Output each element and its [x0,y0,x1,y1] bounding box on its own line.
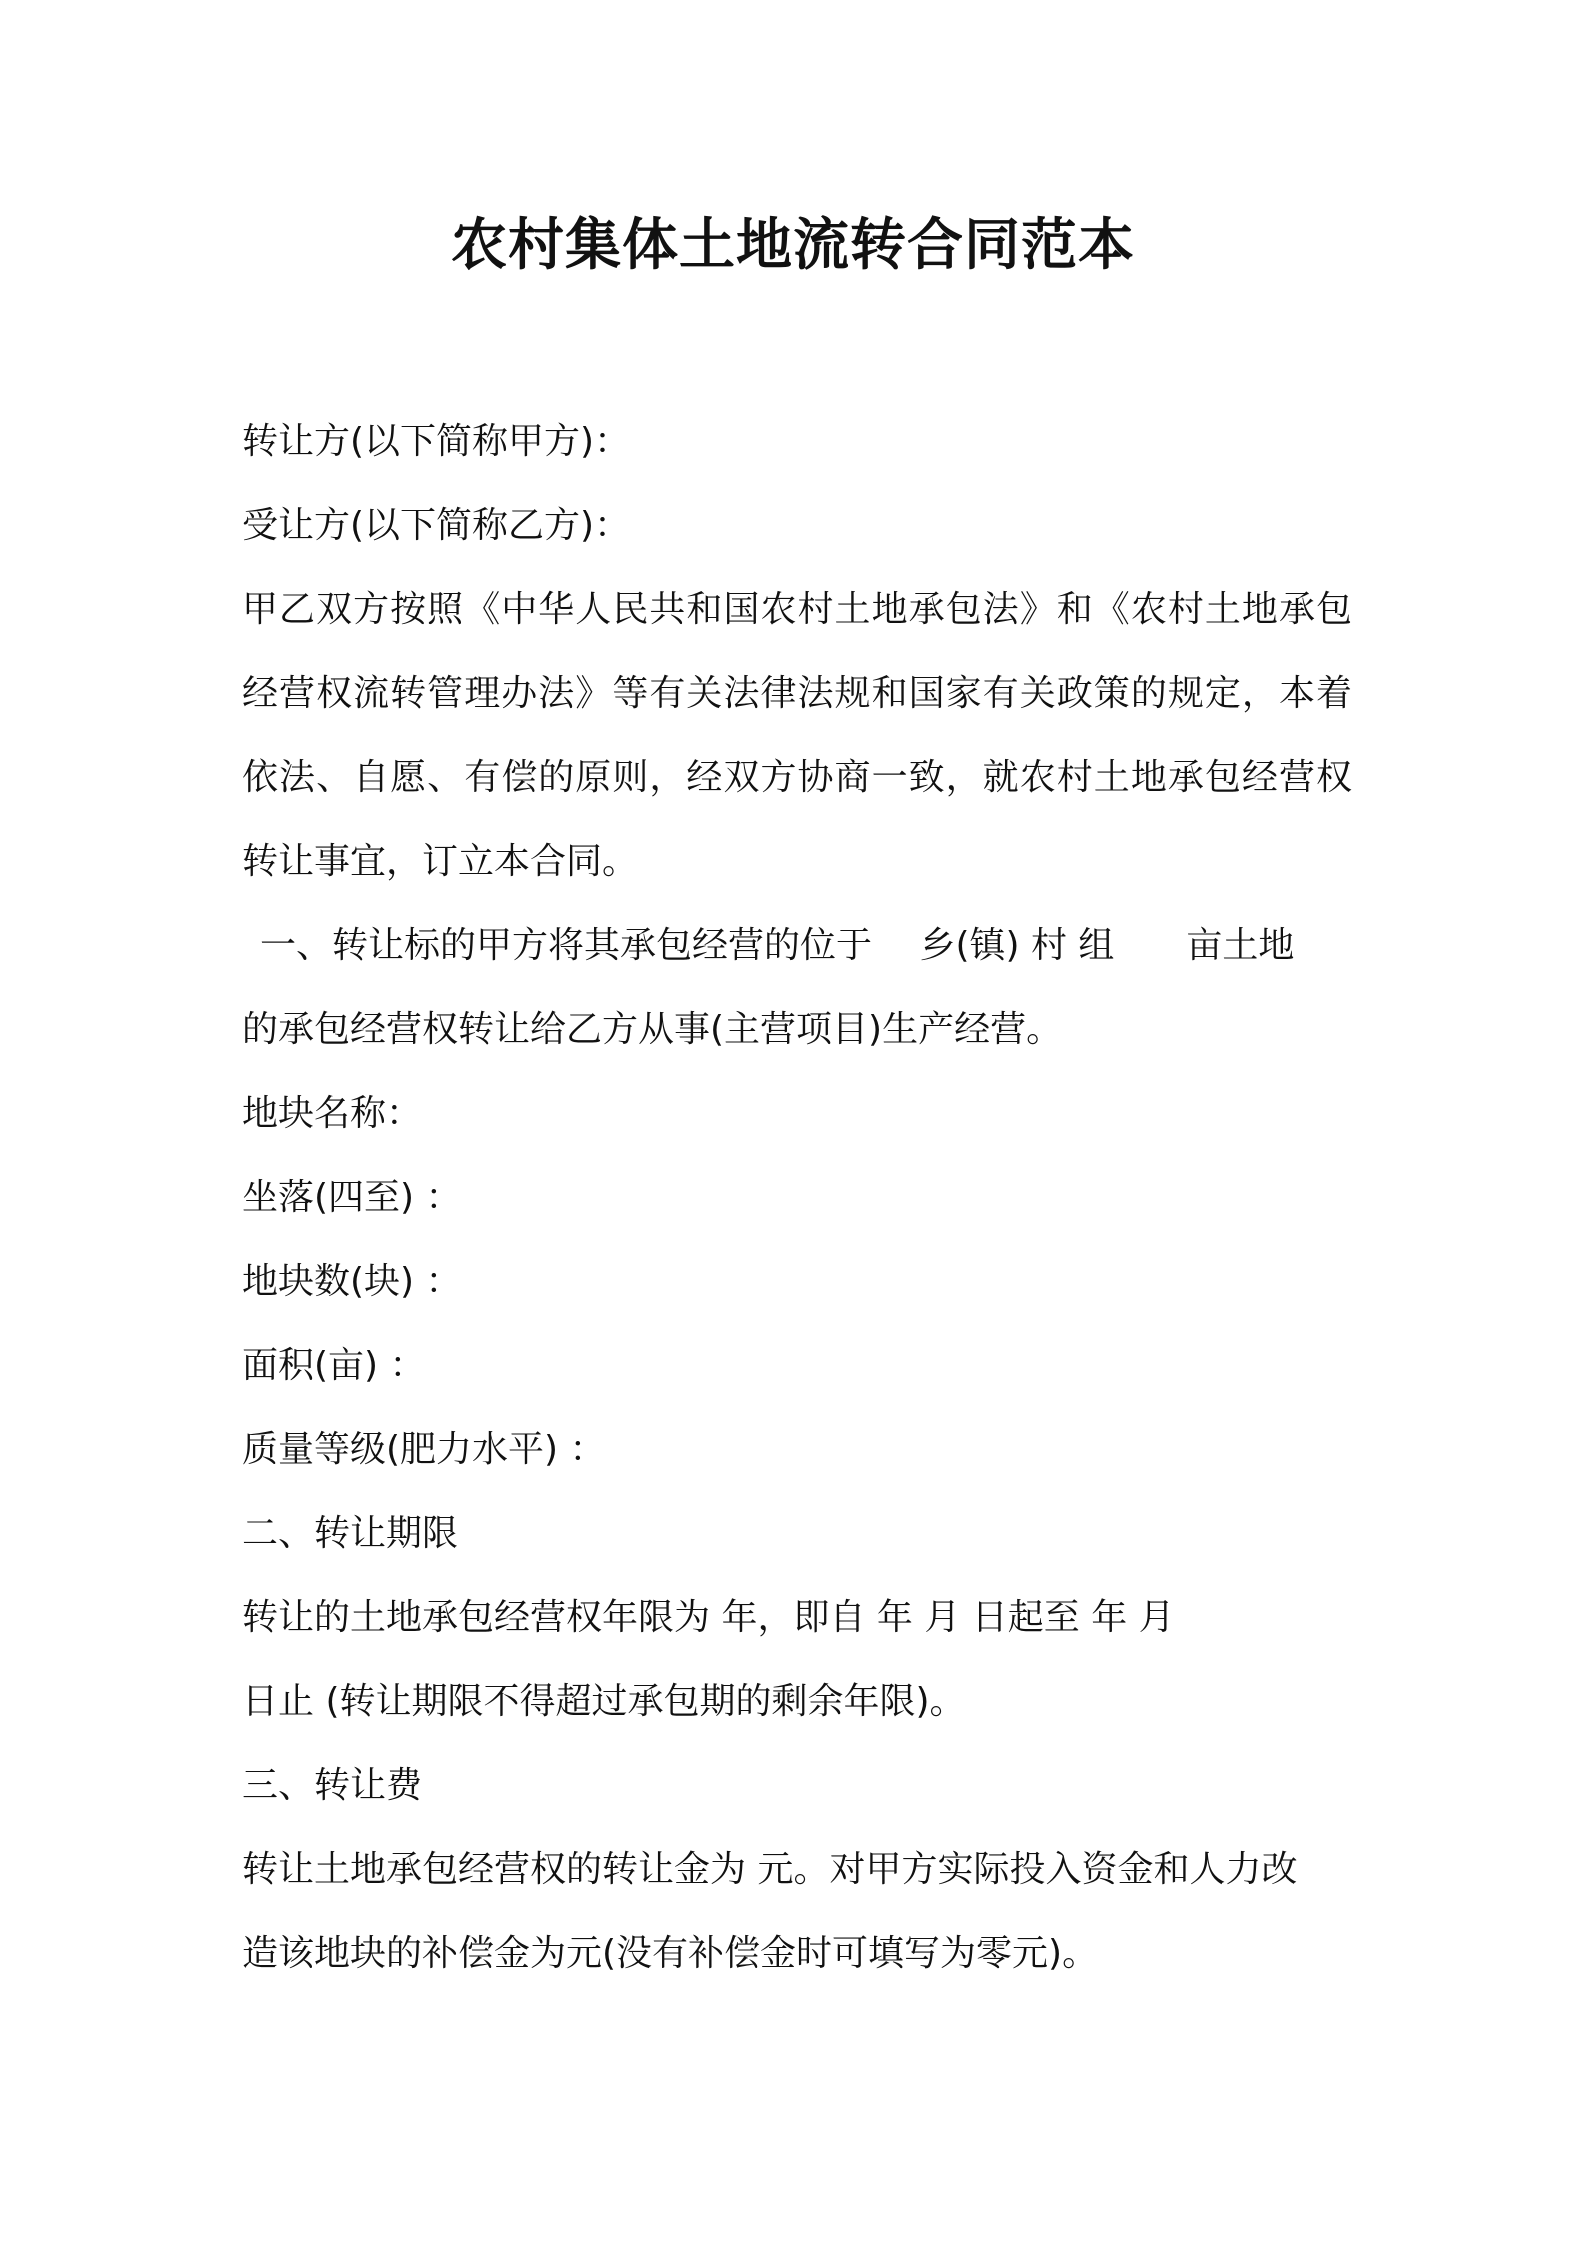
document-body [242,400,1352,1996]
party-b-line: 受让方(以下简称乙方)： [242,505,631,546]
paragraph-line: 转让土地承包经营权的转让金为 元。对甲方实际投入资金和人力改 [242,1849,1298,1890]
section-heading: 二、转让期限 [242,1513,459,1554]
field-quality-grade: 质量等级(肥力水平) ： [242,1429,606,1470]
paragraph-line: 甲乙双方按照《中华人民共和国农村土地承包法》和《农村土地承包 [242,589,1352,630]
paragraph-line: 日止 (转让期限不得超过承包期的剩余年限)。 [242,1681,966,1722]
paragraph-line: 造该地块的补偿金为元(没有补偿金时可填写为零元)。 [242,1933,1099,1974]
paragraph-line: 转让事宜，订立本合同。 [242,841,639,882]
paragraph-line: 转让的土地承包经营权年限为 年，即自 年 月 日起至 年 月 [242,1597,1175,1638]
document-title: 农村集体土地流转合同范本 [451,213,1135,278]
section-heading: 三、转让费 [242,1765,423,1806]
paragraph-line: 依法、自愿、有偿的原则，经双方协商一致，就农村土地承包经营权 [242,757,1352,798]
field-location: 坐落(四至) ： [242,1177,462,1218]
field-area: 面积(亩) ： [242,1345,426,1386]
field-plot-name: 地块名称： [242,1093,423,1134]
party-a-line: 转让方(以下简称甲方)： [242,421,631,462]
paragraph-line: 经营权流转管理办法》等有关法律法规和国家有关政策的规定，本着 [242,673,1352,714]
field-plot-count: 地块数(块) ： [242,1261,462,1302]
section-one-line: 一、转让标的甲方将其承包经营的位于 乡(镇) 村 组 亩土地 [260,925,1295,966]
paragraph-line: 的承包经营权转让给乙方从事(主营项目)生产经营。 [242,1009,1063,1050]
